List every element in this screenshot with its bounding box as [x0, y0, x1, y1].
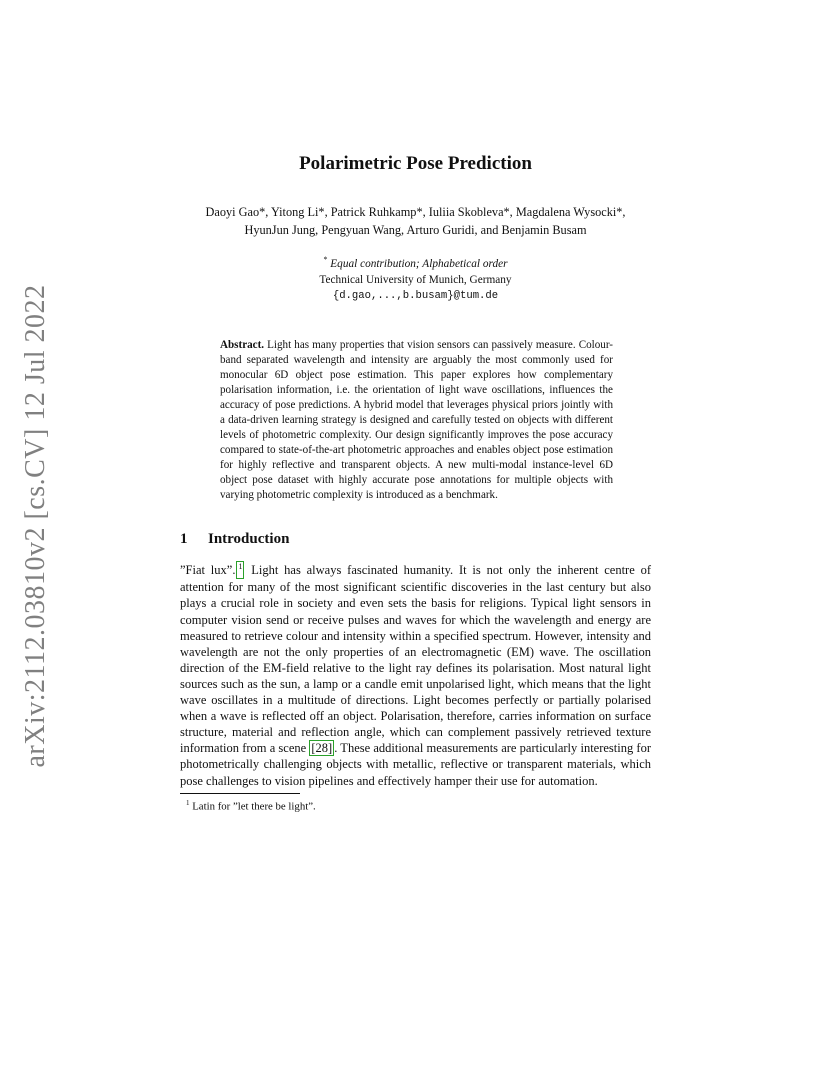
paper-page	[180, 150, 651, 813]
section-title: Introduction	[208, 531, 290, 548]
contribution-note	[180, 252, 651, 272]
footnote-ref: 1	[238, 562, 243, 572]
intro-opening: ”Fiat lux”.	[180, 563, 236, 578]
intro-text-part2: . These additional measurements are particularly interesting for photometrically challenging objects with metallic, reflective or transparent materials, which pose challenges to vision pipelines and effectively hamper their use for automation.	[180, 741, 651, 788]
contribution-mark: *	[323, 255, 328, 264]
section-number: 1	[180, 531, 188, 548]
abstract-text: Light has many properties that vision sensors can passively measure. Colour-band separated wavelength and intensity are arguably the most commonly used for monocular 6D object pose estimation. This paper explores how complementary polarisation information, i.e. the orientation of light wave oscillations, influences the accuracy of pose predictions. A hybrid model that leverages physical priors jointly with a data-driven learning strategy is designed and carefully tested on objects with different levels of photometric complexity. Our design significantly improves the pose accuracy compared to state-of-the-art photometric approaches and enables object pose estimation for highly reflective and transparent objects. A new multi-modal instance-level 6D object pose dataset with highly accurate pose annotations for multiple objects with varying photometric complexity is introduced as a benchmark.	[220, 338, 613, 502]
intro-text-part1: Light has always fascinated humanity. It is not only the inherent centre of attention for many of the most significant scientific discoveries in the last century but also plays a crucial role in society and even sets the basis for religions. Typical light sensors in computer vision send or receive pulses and waves for which the wavelength and energy are measured to retrieve colour and intensity within a specified spectrum. However, intensity and wavelength are not the only properties of an electromagnetic (EM) wave. The oscillation direction of the EM-field relative to the light ray defines its polarisation. Most natural light sources such as the sun, a lamp or a candle emit unpolarised light, which means that the light wave oscillates in a multitude of directions. Light becomes perfectly or partially polarised when a wave is reflected off an object. Polarisation, therefore, carries information on surface structure, material and reflection angle, which can complement passively retrieved texture information from a scene	[180, 563, 651, 756]
arxiv-identifier: arXiv:2112.03810v2 [cs.CV] 12 Jul 2022	[20, 284, 51, 768]
author-list: Daoyi Gao*, Yitong Li*, Patrick Ruhkamp*, Iuliia Skobleva*, Magdalena Wysocki*, HyunJun Jung, Pengyuan Wang, Arturo Guridi, and Benjamin Busam	[205, 205, 626, 237]
intro-paragraph	[180, 561, 651, 788]
footnote	[180, 796, 651, 814]
footnote-mark: 1	[186, 798, 190, 807]
abstract-label: Abstract.	[220, 338, 265, 351]
footnote-divider	[180, 793, 300, 794]
footnote-link[interactable]	[236, 561, 244, 579]
contribution-text: Equal contribution; Alphabetical order	[330, 257, 508, 270]
citation-link[interactable]: [28]	[311, 741, 333, 756]
footnote-text: Latin for ”let there be light”.	[192, 800, 316, 813]
section-heading	[180, 529, 651, 549]
affiliation-block	[180, 252, 651, 304]
paper-title: Polarimetric Pose Prediction	[299, 153, 532, 174]
abstract	[220, 338, 613, 504]
institution: Technical University of Munich, Germany	[319, 273, 512, 286]
email-address[interactable]: {d.gao,...,b.busam}@tum.de	[332, 289, 499, 302]
